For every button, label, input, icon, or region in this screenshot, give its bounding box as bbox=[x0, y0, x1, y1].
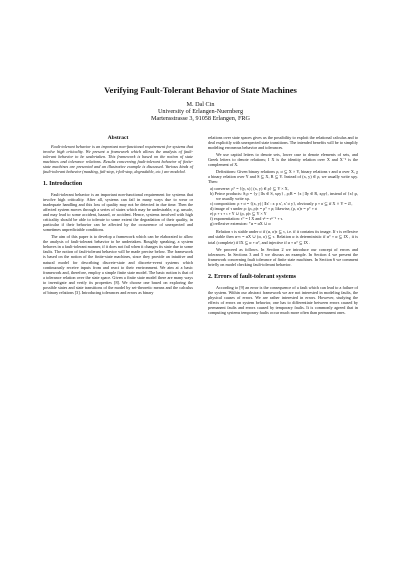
outline-paragraph: We proceed as follows. In Section 2 we introduce our concept of errors and tolerances. In Sections 3 and 5 we discuss an example. In Section 4 we present the framework concerning fault tolerance of finite state machines. In Section 6 we comment briefly on model checking fault-tolerant behavior. bbox=[208, 246, 358, 267]
notation-paragraph: We use capital letters to denote sets, lower case to denote elements of sets, and Greek letters to denote relations; I X is the identity relation over X and X⁻¹ is the complement of X. bbox=[208, 151, 358, 167]
author-affiliation: University of Erlangen-Nuernberg bbox=[157, 108, 244, 116]
author-address: Martensstrasse 3, 91058 Erlangen, FRG bbox=[151, 115, 250, 123]
section-heading-introduction: 1. Introduction bbox=[43, 180, 83, 187]
two-column-body bbox=[43, 135, 358, 317]
section-heading-errors: 2. Errors of fault-tolerant systems bbox=[208, 273, 297, 280]
intro-paragraph-1: Fault-tolerant behavior is an important non-functional requirement for systems that involve high criticality. After all, systems can fail in many ways due to wear or inadequate handling and this loss of quality may not be detected in due time. Then the affected system moves through a series of states which may be undesirable, e.g. unsafe, and may lead to some accident, hazard, or accident. Hence, systems involved with high criticality should be able to tolerate to some extent the degradation of their quality, in particular if their behavior can be affected by the occurrence of unexpected and sometimes unpredictable conditions. bbox=[43, 191, 193, 233]
author-block bbox=[43, 101, 358, 123]
definition-item: a) converse: ρ° = {(y, x) | (x, y) ∈ ρ} ⊆ Y × X, bbox=[210, 186, 289, 192]
paper-title: Verifying Fault-Tolerant Behavior of State Machines bbox=[104, 85, 297, 95]
errors-paragraph: According to [9] an error is the consequence of a fault which can lead to a failure of the system. Within our abstract framework we are not interested in modeling faults, the physical causes of errors. We are rather interested in errors. However, studying the effects of errors on system behavior, one has to differentiate between errors caused by permanent faults and errors caused by temporary faults. It is commonly agreed that in computing systems temporary faults occur much more often than permanent ones. bbox=[208, 284, 358, 315]
definition-item: d) image of τ under ρ: (ρ, ρ)τ = ρ° ∘ ρ; likewise, (ρ, σ)τ = ρ° ∘ σ bbox=[210, 206, 317, 212]
definition-item: e) ρ ∘ τ ∘ ι ∘ Y ∪ (ρ, ρ)τ ⊆ Y × Y bbox=[210, 211, 267, 217]
left-column bbox=[43, 135, 193, 317]
definitions-lead: Definitions: Given binary relations ρ, σ ⊆ X × Y, binary relations τ and α over X, χ a binary relation over Y and S ⊆ X, R ⊆ Y. Instead of (x, y) ∈ ρ, we usually write xρy. Then: bbox=[208, 168, 358, 184]
abstract-heading: Abstract bbox=[107, 134, 129, 141]
definition-item: f) exponentiation: τ⁰ = I X and τⁿ = τⁿ⁻¹ ∘ τ. bbox=[210, 216, 284, 222]
abstract-text: Fault-tolerant behavior is an important non-functional requirement for systems that involve high criticality. We present a framework which allows the analysis of fault-tolerant behavior to be undertaken. This framework is based on the notion of state machines and tolerance relations. Results concerning fault-tolerant behavior of finite-state machines are presented and an illustrative example is discussed. Various kinds of fault-tolerant behavior (masking, fail-stop, t-fail-stop, degradable, etc.) are modeled. bbox=[43, 143, 193, 174]
relations-paragraph: relations over state spaces gives us the possibility to exploit the relational calculus and to deal explicitly with unexpected state transitions. The intended benefits will be to simplify modeling erroneous behavior and tolerances. bbox=[208, 134, 358, 150]
definition-item: g) reflexive extension: ⁺α = αX ∪ α bbox=[210, 221, 271, 227]
stability-paragraph: Relation τ is stable under σ if (α, σ)τ ⊆ τ, i.e. if it contains its image. If τ is reflexive and stable then α∘τ = αX ∪ (α, σ) ⊆ τ. Relation α is deterministic if α° ∘ α ⊆ IX , it is total (complete) if IX ⊆ α ∘ α°, and injective if α ∘ α° ⊆ IX . bbox=[208, 229, 358, 245]
definitions-list bbox=[208, 186, 358, 226]
author-name: M. Dal Cin bbox=[186, 101, 215, 108]
definition-item: c) composition: ρ ∘ σ = {(x, y) | ∃x' : x ρ x', x' σ y}, obviously ρ ∘ σ ⊆ if X ∩ Y = ∅, bbox=[210, 201, 353, 207]
intro-paragraph-2: The aim of this paper is to develop a framework which can be elaborated to allow the analysis of fault-tolerant behavior to be undertaken. Roughly speaking, a system behaves in a fault-tolerant manner, if it does not fail when it changes its state due to some faults. The notion of fault-tolerant behavior will be made precise below. The framework is based on the notion of the finite-state machines, since they provide an intuitive and natural model for describing discrete-state and discrete-event systems which continuously receive inputs from and react to their environment. We aim at a basic framework and, therefore, employ a simple finite state model. The basic notion is that of a tolerance relation over the state space. Given a finite state model there are many ways to investigate and verify its properties [8]. We choose one based on exploring the possible states and state transitions of the model by set-theoretic means and the calculus of binary relations [3]. Introducing tolerances and errors as binary bbox=[43, 234, 193, 295]
definition-item: b) Peirce products: S;ρ = {y | ∃x ∈ S, xρy} , ρ;R = {x | ∃y ∈ R, xρy}, instead of {x};ρ, we usually write xρ. bbox=[210, 191, 358, 202]
right-column bbox=[208, 135, 358, 317]
